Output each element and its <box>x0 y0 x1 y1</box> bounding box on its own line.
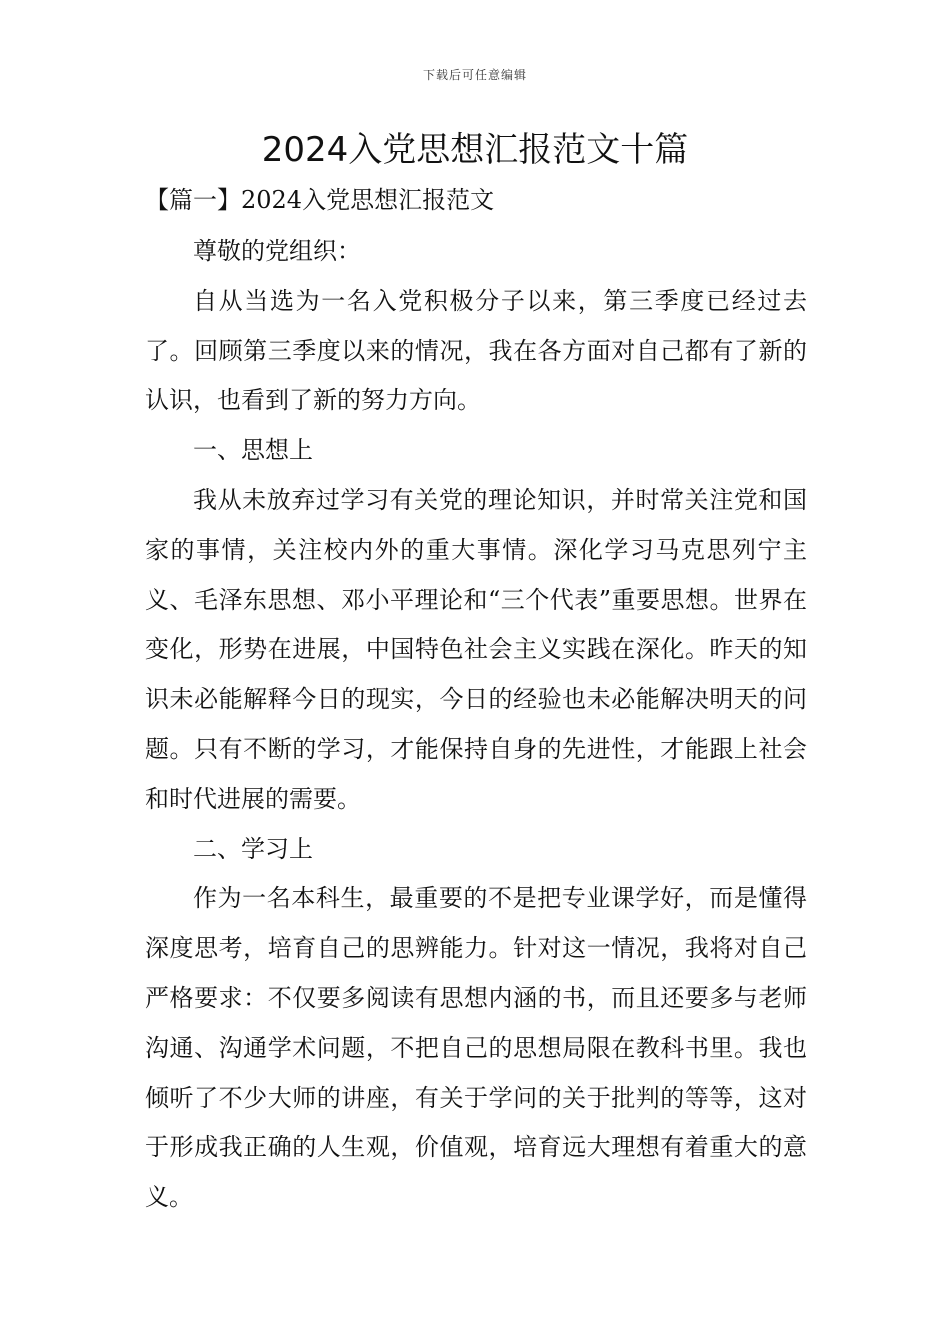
thought-paragraph: 我从未放弃过学习有关党的理论知识，并时常关注党和国家的事情，关注校内外的重大事情。深化学习马克思列宁主义、毛泽东思想、邓小平理论和“三个代表”重要思想。世界在变化，形势在进展，中国特色社会主义实践在深化。昨天的知识未必能解释今日的现实，今日的经验也未必能解决明天的问题。只有不断的学习，才能保持自身的先进性，才能跟上社会和时代进展的需要。 <box>145 485 807 813</box>
document-title: 2024入党思想汇报范文十篇 <box>261 130 689 170</box>
subheading-study: 二、学习上 <box>193 834 313 863</box>
salutation: 尊敬的党组织： <box>193 237 361 265</box>
intro-paragraph: 自从当选为一名入党积极分子以来，第三季度已经过去了。回顾第三季度以来的情况，我在各方面对自己都有了新的认识，也看到了新的努力方向。 <box>145 286 807 415</box>
document-body <box>145 227 807 1223</box>
subheading-thought: 一、思想上 <box>193 436 313 465</box>
section-heading: 【篇一】2024入党思想汇报范文 <box>145 186 495 214</box>
study-paragraph: 作为一名本科生，最重要的不是把专业课学好，而是懂得深度思考，培育自己的思辨能力。针对这一情况，我将对自己严格要求：不仅要多阅读有思想内涵的书，而且还要多与老师沟通、沟通学术问题，不把自己的思想局限在教科书里。我也倾听了不少大师的讲座，有关于学问的关于批判的等等，这对于形成我正确的人生观，价值观，培育远大理想有着重大的意义。 <box>145 884 807 1212</box>
header-note: 下载后可任意编辑 <box>422 68 527 82</box>
